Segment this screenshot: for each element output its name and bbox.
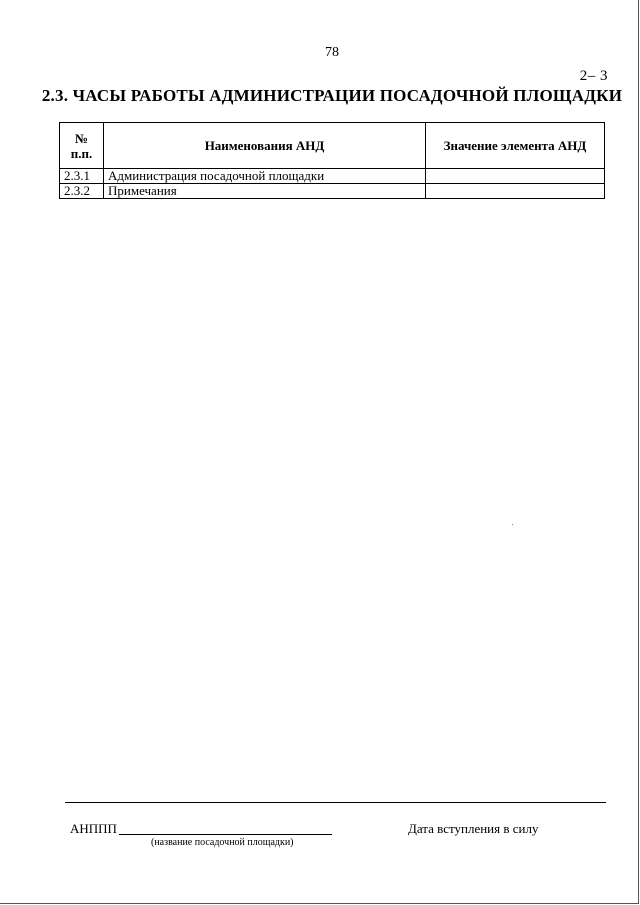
page-number: 78 xyxy=(325,45,339,60)
row-value xyxy=(426,169,605,184)
sheet-code: 2– 3 xyxy=(579,68,608,84)
row-name: Примечания xyxy=(104,184,426,199)
table-header-row xyxy=(60,123,605,169)
scan-speck xyxy=(512,524,513,525)
row-num: 2.3.1 xyxy=(60,169,104,184)
row-num: 2.3.2 xyxy=(60,184,104,199)
header-num xyxy=(60,123,104,169)
and-table xyxy=(59,122,605,199)
footer-airfield-label: АНППП xyxy=(70,821,117,836)
header-value: Значение элемента АНД xyxy=(426,123,605,169)
row-name: Администрация посадочной площадки xyxy=(104,169,426,184)
section-title: 2.3. ЧАСЫ РАБОТЫ АДМИНИСТРАЦИИ ПОСАДОЧНОЙ ПЛОЩАДКИ xyxy=(41,86,623,105)
row-value xyxy=(426,184,605,199)
table-row xyxy=(60,184,605,199)
header-num-line2: п.п. xyxy=(70,145,93,161)
footer-airfield-caption: (название посадочной площадки) xyxy=(151,837,294,848)
footer-airfield-name-line xyxy=(119,834,332,835)
table-row xyxy=(60,169,605,184)
footer-effective-date-label: Дата вступления в силу xyxy=(408,821,539,836)
footer-divider xyxy=(65,802,606,803)
header-num-line1: № xyxy=(74,130,89,146)
header-name: Наименования АНД xyxy=(104,123,426,169)
